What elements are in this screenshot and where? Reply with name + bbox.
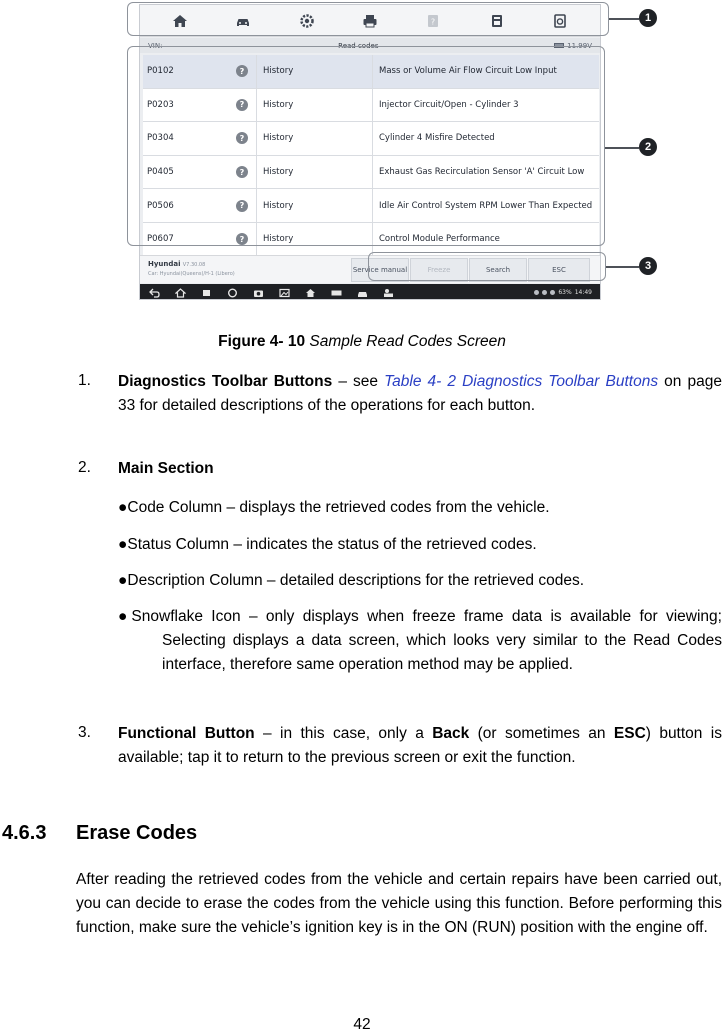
section-title: Erase Codes (76, 822, 198, 844)
screen-title: Read codes (338, 41, 379, 50)
help-circle-icon[interactable]: ? (236, 200, 248, 212)
bullet-item (118, 533, 722, 557)
nav-icons (148, 288, 394, 298)
item-3-text1: – in this case, only a (254, 725, 433, 742)
vci-icon[interactable] (330, 288, 342, 298)
clock: 14:49 (574, 289, 592, 296)
camera-icon[interactable] (252, 288, 264, 298)
code-text: P0607 (147, 234, 174, 245)
description-cell: Mass or Volume Air Flow Circuit Low Input (379, 66, 557, 77)
callout-1: 1 (639, 9, 657, 27)
status-cell: History (257, 122, 373, 155)
bullet-text: Code Column – displays the retrieved codes from the vehicle. (127, 499, 550, 516)
svg-text:?: ? (431, 17, 436, 26)
item-1-post: on page 33 for detailed descriptions of the operations for each button. (118, 373, 722, 414)
callout-frame-toolbar (127, 2, 609, 36)
description-cell: Injector Circuit/Open - Cylinder 3 (379, 99, 519, 110)
bullet-item-snowflake (118, 605, 722, 677)
item-3-text3: ) button is available; tap it to return to the previous screen or exit the function. (118, 725, 722, 766)
help-circle-icon[interactable]: ? (236, 132, 248, 144)
callout-frame-buttons (368, 252, 606, 281)
figure-caption (0, 333, 724, 351)
vehicle-version: V7.30.08 (182, 262, 206, 268)
home-shortcut-icon[interactable] (304, 288, 316, 298)
page-number: 42 (353, 1016, 371, 1033)
vehicle-path: Car: Hyundai(Queens)/H-1 (Libero) (148, 271, 235, 277)
bullet-text: Snowflake Icon – only displays when freeze frame data is available for viewing; Selecting displays a data screen, which looks very similar to the Read Codes interface, therefore same operation method may be applied. (131, 608, 722, 673)
item-3-text2: (or sometimes an (469, 725, 614, 742)
item-3-text (118, 722, 722, 770)
item-number-2: 2. (78, 459, 91, 476)
callout-3: 3 (639, 257, 657, 275)
callout-leader-2 (605, 147, 639, 149)
esc-button[interactable]: ESC (528, 258, 590, 282)
vehicle-make: Hyundai (148, 260, 181, 268)
help-circle-icon[interactable]: ? (236, 65, 248, 77)
status-cell: History (257, 189, 373, 222)
status-area (534, 289, 592, 296)
item-3-title: Functional Button (118, 725, 255, 742)
bullet-item (118, 496, 722, 520)
bullet-dot: ● (118, 572, 128, 589)
android-nav-bar (140, 284, 600, 300)
status-cell: History (257, 55, 373, 88)
item-1-title: Diagnostics Toolbar Buttons (118, 373, 333, 390)
search-button[interactable]: Search (469, 258, 527, 282)
freeze-button: Freeze (410, 258, 468, 282)
callout-leader-3 (606, 266, 639, 268)
battery-voltage-value: 11.99V (567, 41, 592, 50)
section-heading (2, 822, 197, 845)
browser-icon[interactable] (226, 288, 238, 298)
home-nav-icon[interactable] (174, 288, 186, 298)
battery-percent: 63% (558, 289, 572, 296)
bullet-dot: ● (118, 499, 128, 516)
figure-title: Sample Read Codes Screen (309, 333, 506, 350)
section-number: 4.6.3 (2, 822, 47, 844)
recent-apps-icon[interactable] (200, 288, 212, 298)
help-circle-icon[interactable]: ? (236, 99, 248, 111)
screenshot-icon[interactable] (278, 288, 290, 298)
status-cell: History (257, 89, 373, 122)
help-circle-icon[interactable]: ? (236, 233, 248, 245)
bullet-text: Description Column – detailed descriptions for the retrieved codes. (127, 572, 584, 589)
item-number-1: 1. (78, 372, 91, 389)
code-text: P0304 (147, 133, 174, 144)
item-1-text (118, 370, 722, 418)
vin-label: VIN: (148, 41, 163, 50)
code-text: P0203 (147, 99, 174, 110)
vehicle-nav-icon[interactable] (356, 288, 368, 298)
help-circle-icon[interactable]: ? (236, 166, 248, 178)
code-text: P0102 (147, 66, 174, 77)
vehicle-info (148, 260, 235, 278)
status-cell: History (257, 223, 373, 256)
bullet-item (118, 569, 722, 593)
item-2-text (118, 457, 722, 481)
back-icon[interactable] (148, 288, 160, 298)
description-cell: Idle Air Control System RPM Lower Than Expected (379, 200, 593, 211)
wifi-icon (550, 290, 555, 295)
service-manual-button[interactable]: Service manual (351, 258, 409, 282)
esc-label: ESC (613, 725, 646, 742)
item-number-3: 3. (78, 724, 91, 741)
shop-manager-icon[interactable] (382, 288, 394, 298)
status-cell: History (257, 156, 373, 189)
figure-number: Figure 4- 10 (218, 333, 306, 350)
description-cell: Exhaust Gas Recirculation Sensor 'A' Circuit Low (379, 167, 585, 178)
section-body: After reading the retrieved codes from the vehicle and certain repairs have been carried out, you can decide to erase the codes from the vehicle using this function. Before performing this function, make sure the vehicle’s ignition key is in the ON (RUN) position with the engine off. (76, 871, 722, 936)
sync-icon (542, 290, 547, 295)
callout-2: 2 (639, 138, 657, 156)
back-label: Back (432, 725, 470, 742)
item-1-pre: – see (332, 373, 385, 390)
bullet-dot: ● (118, 536, 128, 553)
description-cell: Control Module Performance (379, 234, 500, 245)
item-2-title: Main Section (118, 460, 214, 477)
description-cell: Cylinder 4 Misfire Detected (379, 133, 495, 144)
message-icon (534, 290, 539, 295)
bullet-dot: ● (118, 608, 132, 625)
table-link[interactable]: Table 4- 2 Diagnostics Toolbar Buttons (384, 373, 659, 390)
callout-leader-1 (609, 18, 639, 20)
bullet-text: Status Column – indicates the status of the retrieved codes. (127, 536, 537, 553)
code-text: P0506 (147, 200, 174, 211)
code-text: P0405 (147, 167, 174, 178)
callout-frame-main (127, 46, 605, 246)
